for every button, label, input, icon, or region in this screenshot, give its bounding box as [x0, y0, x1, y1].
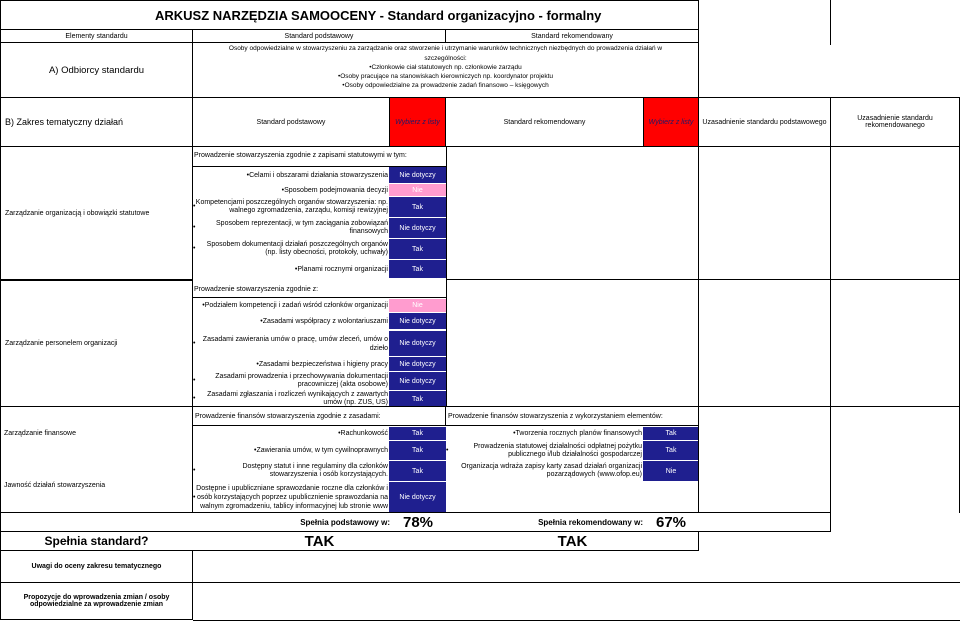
recommended-result: TAK — [557, 532, 588, 550]
criterion-text: • Zawierania umów, w tym cywilnoprawnych — [193, 441, 388, 460]
section-b-recommended: Standard rekomendowany — [445, 97, 644, 147]
criterion-text: • Rachunkowość — [193, 427, 388, 440]
criterion-text: • Zasadami prowadzenia i przechowywania dokumentacji pracowniczej (akta osobowe) — [193, 372, 388, 390]
justify-basic-header: Uzasadnienie standardu podstawowego — [698, 97, 831, 147]
answer-cell[interactable]: Tak — [389, 391, 446, 407]
answer-cell[interactable]: Tak — [389, 260, 446, 278]
criterion-text: • Dostępny statut i inne regulaminy dla członków stowarzyszenia i osób korzystających. — [193, 461, 388, 481]
pick-from-list-dropdown[interactable]: Wybierz z listy — [643, 97, 699, 147]
meets-basic-label: Spełnia podstawowy w: — [300, 517, 390, 527]
answer-cell[interactable]: Tak — [389, 441, 446, 460]
section-a-bullet: • Osoby odpowiedzialne za prowadzenie zadań finansowo – księgowych — [193, 81, 698, 90]
row-divider — [193, 582, 960, 583]
answer-cell[interactable]: Tak — [389, 239, 446, 259]
criterion-text: • Podziałem kompetencji i zadań wśród członków organizacji — [193, 299, 388, 312]
criterion-text: • Sposobem dokumentacji działań poszczególnych organów (np. listy obecności, protokoły, uchwały) — [193, 239, 388, 259]
section-b-basic: Standard podstawowy — [192, 97, 390, 147]
answer-cell[interactable]: Nie — [389, 299, 446, 312]
section-a-intro-1: Osoby odpowiedzialne w stowarzyszeniu za zarządzanie oraz stworzenie i utrzymanie warunków technicznych niezbędnych do prowadzenia działań w — [228, 45, 663, 52]
criterion-text: Organizacja wdraża zapisy karty zasad działań organizacji pozarządowych (www.ofop.eu) — [461, 463, 642, 478]
answer-cell[interactable]: Nie dotyczy — [389, 482, 446, 512]
group-management-intro: Prowadzenie stowarzyszenia zgodnie z zapisami statutowymi w tym: — [194, 151, 407, 159]
criterion-text: • Zasadami zawierania umów o pracę, umów zleceń, umów o dzieło — [193, 331, 388, 356]
row-divider — [192, 146, 960, 147]
column-divider — [698, 146, 699, 513]
answer-cell[interactable]: Nie — [389, 184, 446, 196]
answer-cell[interactable]: Tak — [389, 197, 446, 217]
header-recommended: Standard rekomendowany — [445, 29, 699, 43]
criterion-text: • Dostępne i upubliczniane sprawozdanie roczne dla członków i osób korzystających poprzez upublicznienie sprawozdania na walnym zgromadzeniu, tablicy informacyjnej lub stronie www — [193, 482, 388, 512]
group-transparency-label: Jawność działań stowarzyszenia — [4, 481, 106, 489]
group-finance-label: Zarządzanie finansowe — [4, 429, 76, 437]
criterion-text: • Tworzenia rocznych planów finansowych — [446, 427, 642, 440]
pick-from-list-dropdown[interactable]: Wybierz z listy — [389, 97, 446, 147]
group-personnel-label: Zarządzanie personelem organizacji — [0, 279, 193, 407]
criterion-text: • Zasadami zgłaszania i rozliczeń wynikających z zawartych umów (np. ZUS, US) — [193, 391, 388, 407]
group-finance-block — [0, 406, 193, 513]
section-a-bullet: • Członkowie ciał statutowych np. członkowie zarządu — [193, 63, 698, 72]
meets-recommended-label: Spełnia rekomendowany w: — [538, 517, 643, 527]
answer-cell[interactable]: Tak — [643, 427, 699, 440]
criterion-text: • Kompetencjami poszczególnych organów stowarzyszenia: np. walnego zgromadzenia, zarządu, komisji rewizyjnej — [193, 197, 388, 217]
group-management-label: Zarządzanie organizacją i obowiązki statutowe — [0, 146, 193, 280]
header-elements: Elementy standardu — [0, 29, 193, 43]
group-personnel-intro: Prowadzenie stowarzyszenia zgodnie z: — [194, 285, 319, 293]
section-b-label: B) Zakres tematyczny działań — [0, 97, 193, 147]
criterion-text: • Sposobem podejmowania decyzji — [193, 184, 388, 196]
column-divider — [446, 146, 447, 407]
remarks-label: Uwagi do oceny zakresu tematycznego — [0, 550, 193, 583]
row-divider — [192, 297, 446, 298]
section-a-label: A) Odbiorcy standardu — [0, 42, 193, 98]
finance-basic-intro: Prowadzenie finansów stowarzyszenia zgodnie z zasadami: — [192, 406, 446, 426]
answer-cell[interactable]: Nie dotyczy — [389, 218, 446, 238]
answer-cell[interactable]: Tak — [389, 461, 446, 481]
criterion-text: • Sposobem reprezentacji, w tym zaciągania zobowiązań finansowych — [193, 218, 388, 238]
proposals-label: Propozycje do wprowadzenia zmian / osoby odpowiedzialne za wprowadzenie zmian — [0, 582, 193, 620]
meets-standard-label: Spełnia standard? — [44, 534, 149, 548]
justify-recommended-header: Uzasadnienie standardu rekomendowanego — [830, 97, 960, 147]
criterion-text: • Prowadzenia statutowej działalności odpłatnej pożytku publicznego i/lub działalności gospodarczej — [446, 441, 642, 460]
sheet-border — [830, 0, 831, 45]
criterion-text: • Zasadami współpracy z wolontariuszami — [193, 313, 388, 329]
answer-cell[interactable]: Tak — [643, 441, 699, 460]
section-a-intro-2: szczególności: — [424, 55, 467, 62]
basic-result: TAK — [304, 532, 335, 550]
criterion-text: • Zasadami bezpieczeństwa i higieny pracy — [193, 357, 388, 371]
row-divider — [446, 279, 960, 280]
answer-cell[interactable]: Nie dotyczy — [389, 167, 446, 183]
column-divider — [830, 146, 831, 513]
answer-cell[interactable]: Nie dotyczy — [389, 331, 446, 356]
meets-basic-value: 78% — [402, 513, 434, 531]
section-a-bullet: • Osoby pracujące na stanowiskach kierowniczych np. koordynator projektu — [193, 72, 698, 81]
finance-recommended-intro: Prowadzenie finansów stowarzyszenia z wykorzystaniem elementów: — [445, 406, 699, 426]
answer-cell[interactable]: Nie dotyczy — [389, 372, 446, 390]
answer-cell[interactable]: Nie — [643, 461, 699, 481]
row-divider — [446, 406, 960, 407]
criterion-text: • Celami i obszarami działania stowarzyszenia — [193, 167, 388, 183]
criterion-text: • Planami rocznymi organizacji — [193, 260, 388, 278]
answer-cell[interactable]: Nie dotyczy — [389, 357, 446, 371]
meets-recommended-value: 67% — [655, 513, 687, 531]
sheet-title-text: ARKUSZ NARZĘDZIA SAMOOCENY - Standard organizacyjno - formalny — [155, 7, 602, 23]
answer-cell[interactable]: Nie dotyczy — [389, 313, 446, 329]
header-basic: Standard podstawowy — [192, 29, 446, 43]
answer-cell[interactable]: Tak — [389, 427, 446, 440]
